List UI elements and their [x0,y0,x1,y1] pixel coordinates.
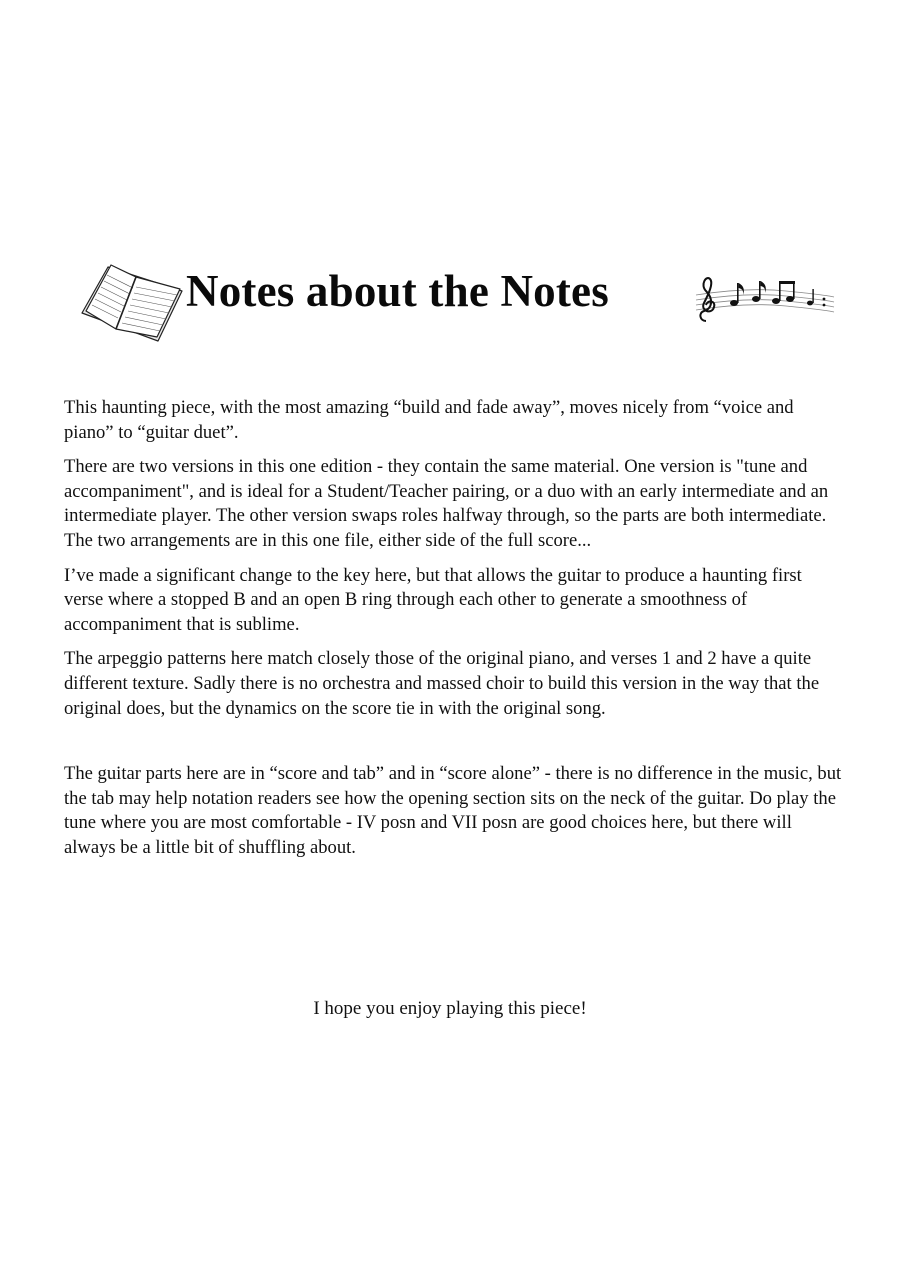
paragraph-versions: There are two versions in this one edition - they contain the same material. One version is "tune and accompaniment", and is ideal for a Student/Teacher pairing, or a duo with an early intermediate and an intermediate player. The other version swaps roles halfway through, so the parts are both intermediate. The two arrangements are in this one file, either side of the full score... [64,456,829,551]
page-header [78,255,838,350]
music-notes-icon [686,269,836,329]
page-title: Notes about the Notes [186,266,609,316]
paragraph-key-change: I’ve made a significant change to the key here, but that allows the guitar to produce a haunting first verse where a stopped B and an open B ring through each other to generate a smoothness of accompaniment that is sublime. [64,564,802,635]
paragraph-guitar-parts: The guitar parts here are in “score and tab” and in “score alone” - there is no difference in the music, but the tab may help notation readers see how the opening section sits on the neck of the guitar. Do play the tune where you are most comfortable - IV posn and VII posn are good choices here, but there will always be a little bit of shuffling about. [64,763,842,858]
open-book-icon [78,257,188,347]
body-text [64,396,844,871]
closing-line: I hope you enjoy playing this piece! [313,998,587,1019]
paragraph-arpeggio: The arpeggio patterns here match closely those of the original piano, and verses 1 and 2 have a quite different texture. Sadly there is no orchestra and massed choir to build this version in the way that the original does, but the dynamics on the score tie in with the original song. [64,648,820,719]
paragraph-intro: This haunting piece, with the most amazing “build and fade away”, moves nicely from “voice and piano” to “guitar duet”. [64,397,794,443]
